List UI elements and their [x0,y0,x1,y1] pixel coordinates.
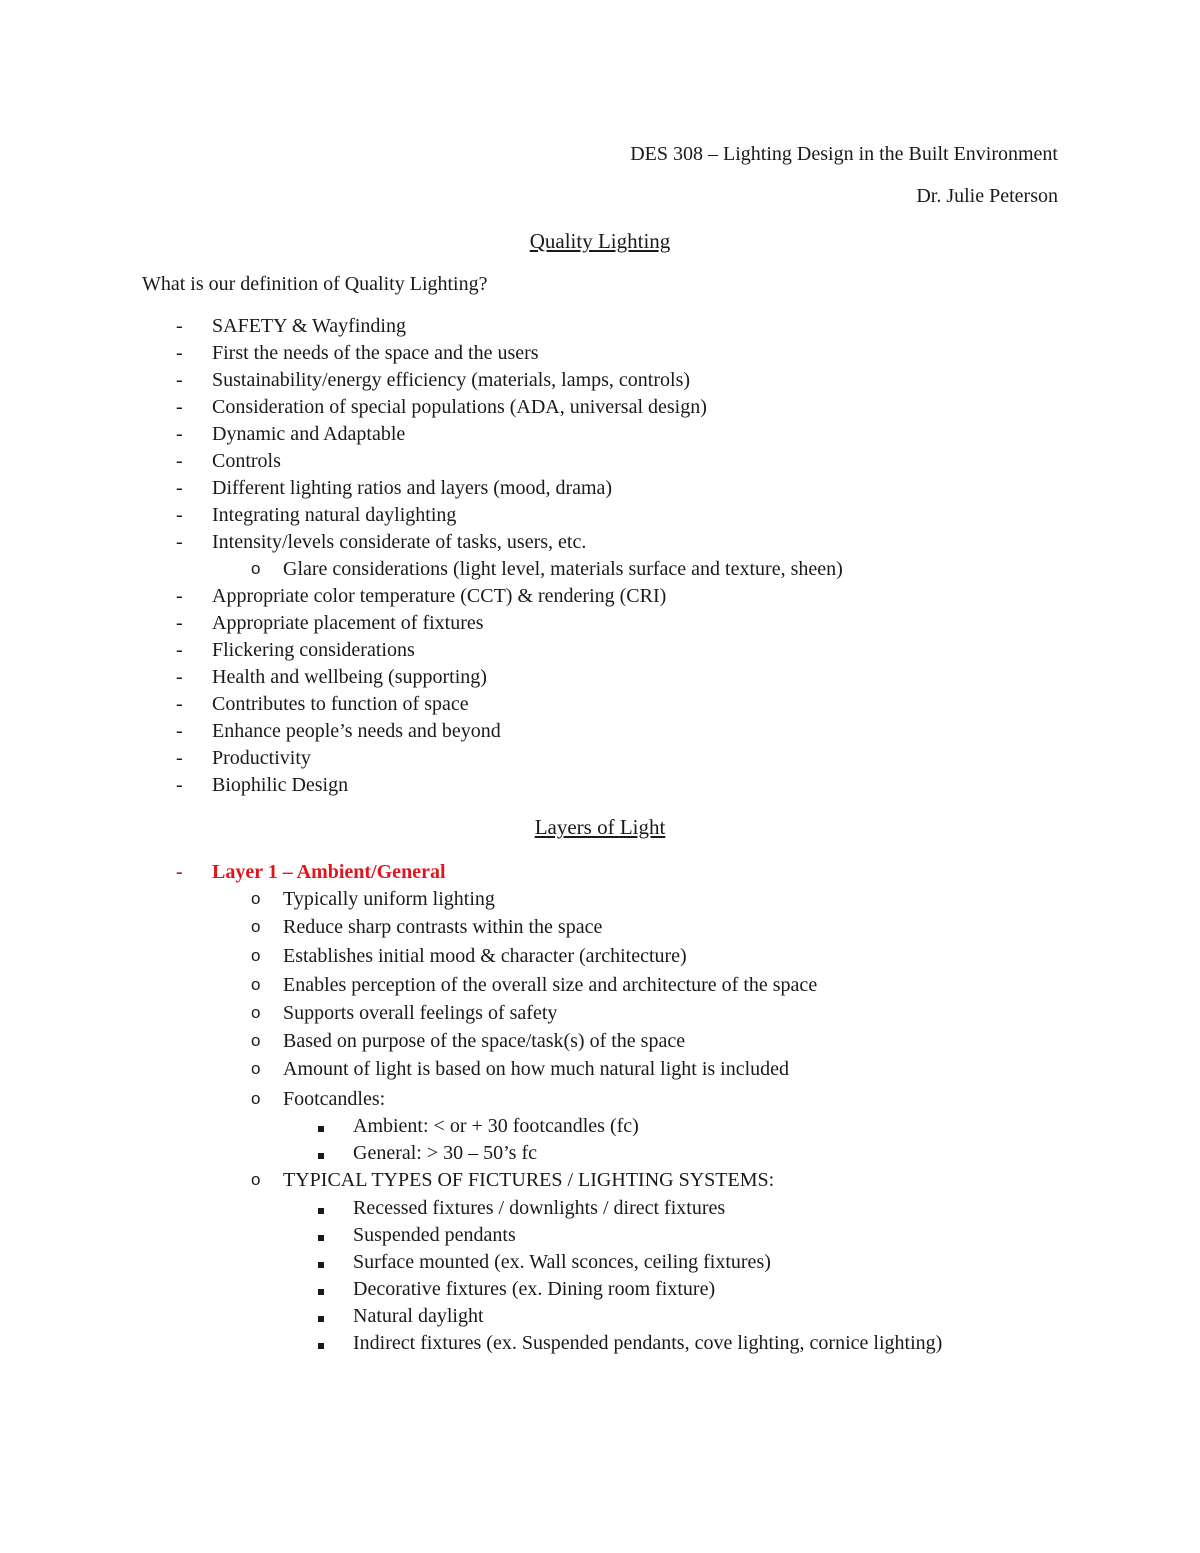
sub-list-item-text: Glare considerations (light level, materials surface and texture, sheen) [283,558,843,580]
dash-bullet: - [176,693,183,715]
list-item-text: Appropriate color temperature (CCT) & rendering (CRI) [212,585,667,607]
footcandle-item-text: General: > 30 – 50’s fc [353,1142,538,1164]
dash-bullet: - [176,477,183,499]
square-bullet-icon [318,1196,330,1220]
list-item-text: Intensity/levels considerate of tasks, users, etc. [212,531,587,553]
circle-bullet: o [251,1170,261,1189]
sub-list-item-text: Amount of light is based on how much natural light is included [283,1058,790,1080]
sub-list-item-text: Reduce sharp contrasts within the space [283,916,603,938]
sub-list-item-text: Establishes initial mood & character (architecture) [283,945,687,967]
dash-bullet: - [176,720,183,742]
section-heading-quality-lighting: Quality Lighting [529,229,671,253]
list-item-text: Sustainability/energy efficiency (materials, lamps, controls) [212,369,691,391]
square-bullet-icon [318,1141,330,1165]
circle-bullet: o [251,946,261,965]
section-heading-layers-of-light: Layers of Light [534,815,666,839]
fixture-item-text: Recessed fixtures / downlights / direct fixtures [353,1197,726,1219]
list-item-text: Different lighting ratios and layers (mood, drama) [212,477,613,499]
sub-list-item-text: Supports overall feelings of safety [283,1002,558,1024]
list-item-text: First the needs of the space and the users [212,342,539,364]
sub-list-item-text: Enables perception of the overall size and architecture of the space [283,974,818,996]
list-item-text: Integrating natural daylighting [212,504,457,526]
dash-bullet: - [176,639,183,661]
square-bullet-icon [318,1277,330,1301]
fixture-item-text: Natural daylight [353,1305,484,1327]
dash-bullet: - [176,774,183,796]
dash-bullet: - [176,666,183,688]
square-bullet-icon [318,1250,330,1274]
sub-list-item-text: Based on purpose of the space/task(s) of the space [283,1030,686,1052]
circle-bullet: o [251,975,261,994]
dash-bullet: - [176,396,183,418]
list-item-text: SAFETY & Wayfinding [212,315,406,337]
dash-bullet: - [176,369,183,391]
square-bullet-icon [318,1114,330,1138]
list-item-text: Biophilic Design [212,774,349,796]
square-bullet-icon [318,1223,330,1247]
circle-bullet: o [251,1031,261,1050]
fixture-item-text: Surface mounted (ex. Wall sconces, ceiling fixtures) [353,1251,771,1273]
sub-list-item-text: Typically uniform lighting [283,888,495,910]
dash-bullet: - [176,612,183,634]
list-item-text: Enhance people’s needs and beyond [212,720,501,742]
list-item-text: Controls [212,450,281,472]
instructor-name: Dr. Julie Peterson [916,185,1058,207]
dash-bullet: - [176,342,183,364]
footcandle-item-text: Ambient: < or + 30 footcandles (fc) [353,1115,639,1137]
square-bullet-icon [318,1304,330,1328]
list-item-text: Productivity [212,747,311,769]
circle-bullet: o [251,1003,261,1022]
definition-question: What is our definition of Quality Lighting? [142,273,488,295]
layer-1-label: Layer 1 – Ambient/General [212,861,446,883]
dash-bullet: - [176,504,183,526]
fixture-item-text: Decorative fixtures (ex. Dining room fixture) [353,1278,716,1300]
dash-bullet: - [176,861,183,883]
dash-bullet: - [176,450,183,472]
list-item-text: Dynamic and Adaptable [212,423,406,445]
list-item-text: Contributes to function of space [212,693,469,715]
course-title: DES 308 – Lighting Design in the Built Environment [630,143,1058,165]
circle-bullet: o [251,917,261,936]
list-item-text: Appropriate placement of fixtures [212,612,484,634]
list-item-text: Flickering considerations [212,639,415,661]
circle-bullet: o [251,1059,261,1078]
dash-bullet: - [176,531,183,553]
fixture-item-text: Suspended pendants [353,1224,516,1246]
circle-bullet: o [251,1089,261,1108]
sub-list-item-text: Footcandles: [283,1088,386,1110]
dash-bullet: - [176,585,183,607]
sub-list-item-text: TYPICAL TYPES OF FICTURES / LIGHTING SYSTEMS: [283,1169,775,1191]
circle-bullet: o [251,889,261,908]
dash-bullet: - [176,423,183,445]
dash-bullet: - [176,747,183,769]
fixture-item-text: Indirect fixtures (ex. Suspended pendants, cove lighting, cornice lighting) [353,1332,943,1354]
list-item-text: Health and wellbeing (supporting) [212,666,487,688]
square-bullet-icon [318,1331,330,1355]
circle-bullet: o [251,559,261,578]
dash-bullet: - [176,315,183,337]
list-item-text: Consideration of special populations (ADA, universal design) [212,396,707,418]
